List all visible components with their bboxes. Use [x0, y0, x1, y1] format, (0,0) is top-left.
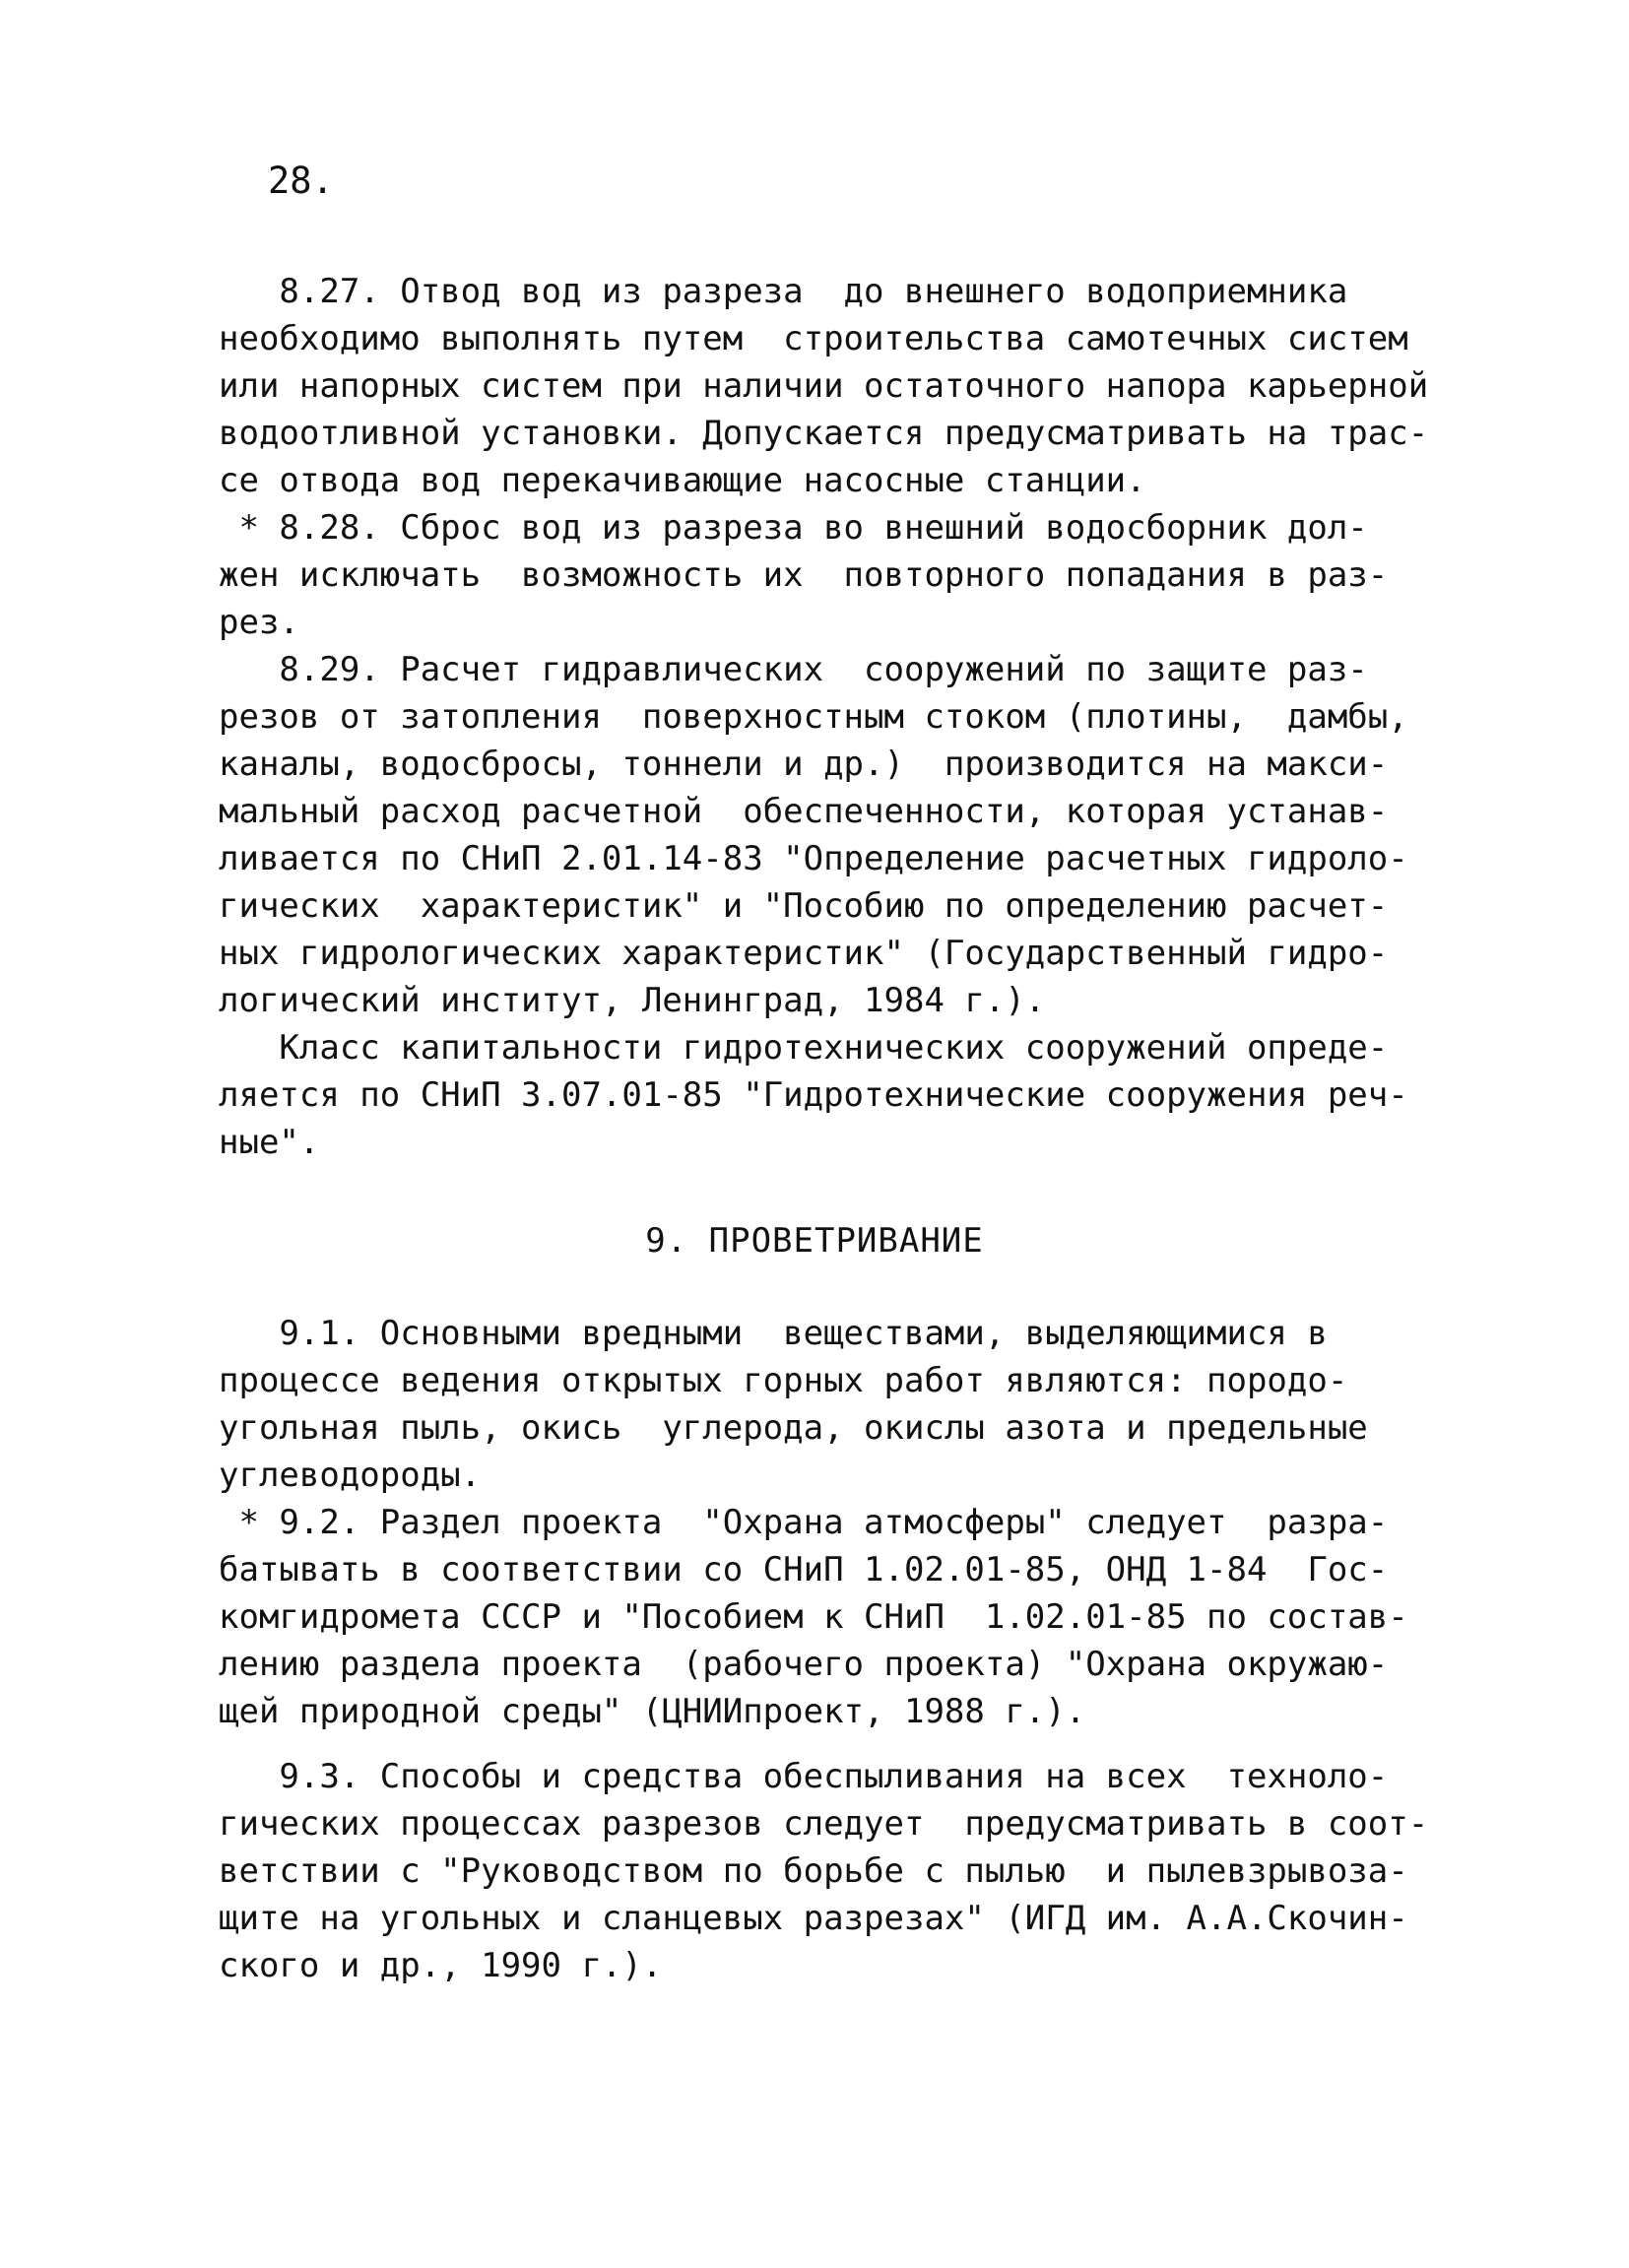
text-line: ливается по СНиП 2.01.14-83 "Определение расчетных гидроло-: [219, 839, 1408, 878]
text-line: резов от затопления поверхностным стоком (плотины, дамбы,: [219, 697, 1408, 737]
text-line: угольная пыль, окись углерода, окислы азота и предельные: [219, 1408, 1368, 1448]
text-line: щей природной среды" (ЦНИИпроект, 1988 г.).: [219, 1692, 1086, 1731]
text-line: 9.3. Способы и средства обеспыливания на всех техноло-: [219, 1757, 1389, 1796]
text-line: рез.: [219, 603, 299, 642]
text-line: Класс капитальности гидротехнических сооружений опреде-: [219, 1028, 1389, 1068]
text-line: 8.27. Отвод вод из разреза до внешнего водоприемника: [219, 272, 1348, 311]
text-line: * 8.28. Сброс вод из разреза во внешний водосборник дол-: [219, 508, 1368, 548]
text-line: 8.29. Расчет гидравлических сооружений по защите раз-: [219, 650, 1368, 689]
text-line: комгидромета СССР и "Пособием к СНиП 1.02.01-85 по состав-: [219, 1597, 1408, 1637]
paragraph-8-28: [219, 504, 1401, 646]
text-line: 9.1. Основными вредными веществами, выделяющимися в: [219, 1314, 1328, 1353]
paragraph-9-3: [219, 1753, 1429, 1989]
text-line: щите на угольных и сланцевых разрезах" (ИГД им. А.А.Скочин-: [219, 1899, 1408, 1938]
text-line: * 9.2. Раздел проекта "Охрана атмосферы" следует разра-: [219, 1503, 1389, 1542]
text-line: гических процессах разрезов следует предусматривать в соот-: [219, 1804, 1429, 1844]
text-line: ных гидрологических характеристик" (Государственный гидро-: [219, 934, 1389, 973]
text-line: необходимо выполнять путем строительства самотечных систем: [219, 319, 1408, 358]
page-number: 28.: [268, 160, 334, 202]
text-line: ные".: [219, 1123, 320, 1162]
text-line: лению раздела проекта (рабочего проекта) "Охрана окружаю-: [219, 1645, 1389, 1684]
text-line: водоотливной установки. Допускается предусматривать на трас-: [219, 414, 1429, 453]
text-line: углеводороды.: [219, 1456, 482, 1495]
text-line: ляется по СНиП 3.07.01-85 "Гидротехнические сооружения реч-: [219, 1075, 1408, 1115]
text-line: ского и др., 1990 г.).: [219, 1946, 663, 1985]
paragraph-capital-class: [219, 1024, 1408, 1166]
text-line: мальный расход расчетной обеспеченности, которая устанав-: [219, 792, 1389, 831]
text-line: гических характеристик" и "Пособию по определению расчет-: [219, 886, 1389, 926]
section-heading: 9. ПРОВЕТРИВАНИЕ: [645, 1221, 984, 1261]
text-line: батывать в соответствии со СНиП 1.02.01-85, ОНД 1-84 Гос-: [219, 1550, 1389, 1589]
text-line: или напорных систем при наличии остаточного напора карьерной: [219, 366, 1429, 406]
paragraph-8-27: [219, 268, 1429, 504]
text-line: процессе ведения открытых горных работ являются: породо-: [219, 1361, 1348, 1400]
text-line: каналы, водосбросы, тоннели и др.) производится на макси-: [219, 745, 1389, 784]
paragraph-8-29: [219, 646, 1408, 1024]
paragraph-9-2: [219, 1499, 1408, 1735]
paragraph-9-1: [219, 1310, 1401, 1499]
text-line: се отвода вод перекачивающие насосные станции.: [219, 461, 1146, 500]
text-line: жен исключать возможность их повторного попадания в раз-: [219, 555, 1389, 595]
text-line: логический институт, Ленинград, 1984 г.).: [219, 981, 1046, 1020]
text-line: ветствии с "Руководством по борьбе с пылью и пылевзрывоза-: [219, 1851, 1408, 1891]
